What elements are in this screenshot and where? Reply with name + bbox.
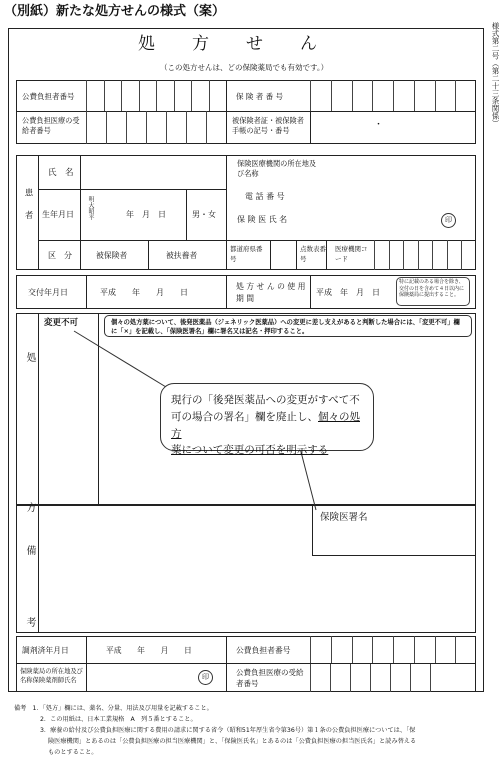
remarks-input[interactable] xyxy=(39,506,311,632)
category-dependent-option[interactable]: 被扶養者 xyxy=(166,251,198,260)
dispensed-date-input[interactable]: 平成 年 月 日 xyxy=(106,646,192,655)
issue-date-input[interactable]: 平成 年 月 日 xyxy=(100,288,188,297)
note-3-line-3: ものとすること。 xyxy=(48,749,98,756)
pharmacist-seal-icon: 印 xyxy=(198,670,213,685)
era-options[interactable]: 明大昭平 xyxy=(87,196,94,220)
patient-name-label: 氏 名 xyxy=(48,168,74,178)
note-2: 2．この用紙は、日本工業規格 A 列５番とすること。 xyxy=(40,716,197,723)
callout-line-1: 現行の「後発医薬品への変更がすべて不 xyxy=(171,394,360,406)
valid-period-label: 処 方 せ ん の 使 用 期 間 xyxy=(236,282,306,303)
doctor-name-label: 保 険 医 氏 名 xyxy=(237,215,288,224)
form-number-label: 様式第二号（第二十三条関係） xyxy=(491,22,500,127)
no-change-column-header: 変更不可 xyxy=(44,318,79,328)
prescription-instruction: 個々の処方薬について、後発医薬品（ジェネリック医薬品）への変更に差し支えがあると判断した場合には、「変更不可」欄に「×」を記載し、「保険医署名」欄に署名又は記名・押印すること。 xyxy=(104,315,472,337)
doctor-signature-input[interactable] xyxy=(313,528,475,554)
birthdate-label: 生年月日 xyxy=(42,210,74,219)
prefecture-number-label: 都道府県番号 xyxy=(230,245,263,263)
category-insured-option[interactable]: 被保険者 xyxy=(96,251,128,260)
footer-payer-number-label: 公費負担者番号 xyxy=(236,646,291,655)
payer-number-label: 公費負担者番号 xyxy=(22,92,75,101)
insurer-number-label: 保 険 者 番 号 xyxy=(236,92,284,101)
doctor-seal-icon: 印 xyxy=(441,213,456,228)
patient-section-label: 患者 xyxy=(23,188,33,233)
callout-line-2: 可の場合の署名」欄を廃止し、 xyxy=(171,410,318,423)
dispensed-date-label: 調剤済年月日 xyxy=(22,646,69,655)
form-subtitle: （この処方せんは、どの保険薬局でも有効です。） xyxy=(160,63,329,72)
callout-line-3: 薬について変更の可否を明示する xyxy=(171,444,329,457)
footer-recipient-number-input[interactable] xyxy=(310,664,476,692)
issue-date-label: 交付年月日 xyxy=(28,288,68,297)
note-3-line-1: 3．療養の給付及び公費負担医療に関する費用の請求に関する省令（昭和51年厚生省令第36号）第１条の公費負担医療については、「保 xyxy=(40,727,416,734)
valid-period-note: 特に記載のある場合を除き、交付の日を含めて４日以内に保険薬局に提出すること。 xyxy=(396,277,470,306)
clinic-phone-label: 電 話 番 号 xyxy=(245,192,285,201)
recipient-number-label: 公費負担医療の受給者番号 xyxy=(22,116,80,136)
footer-recipient-number-label: 公費負担医療の受給者番号 xyxy=(236,668,304,688)
remarks-section-label: 備 考 xyxy=(24,545,35,641)
category-label: 区 分 xyxy=(48,251,72,260)
clinic-address-label: 保険医療機関の所在地及び名称 xyxy=(237,159,317,179)
note-1: 備考 1．「処方」欄には、薬名、分量、用法及び用量を記載すること。 xyxy=(14,705,213,712)
doctor-signature-label: 保険医署名 xyxy=(320,512,368,523)
clinic-code-label: 医療機関コード xyxy=(335,245,368,263)
prescription-section-label: 処 方 xyxy=(24,352,35,552)
card-number-separator[interactable]: ・ xyxy=(374,120,384,130)
page-heading: （別紙）新たな処方せんの様式（案） xyxy=(4,4,226,19)
form-title: 処 方 せ ん xyxy=(138,34,318,54)
callout-line-2-emphasis: 個々の処方 xyxy=(171,410,360,440)
valid-period-input[interactable]: 平成 年 月 日 xyxy=(316,288,380,297)
birthdate-input[interactable]: 年 月 日 xyxy=(126,210,166,219)
footer-payer-number-input[interactable] xyxy=(310,636,476,663)
change-callout xyxy=(160,383,374,457)
sex-options[interactable]: 男・女 xyxy=(192,210,216,219)
score-table-number-label: 点数表番号 xyxy=(300,245,326,263)
pharmacy-name-label: 保険薬局の所在地及び名称保険薬剤師氏名 xyxy=(20,668,83,685)
note-3-line-2: 険医療機関」とあるのは「公費負担医療の担当医療機関」と、「保険医氏名」とあるのは「公費負担医療の担当医氏名」と読み替える xyxy=(48,738,417,745)
card-number-label: 被保険者証・被保険者手帳の記号・番号 xyxy=(232,116,304,136)
